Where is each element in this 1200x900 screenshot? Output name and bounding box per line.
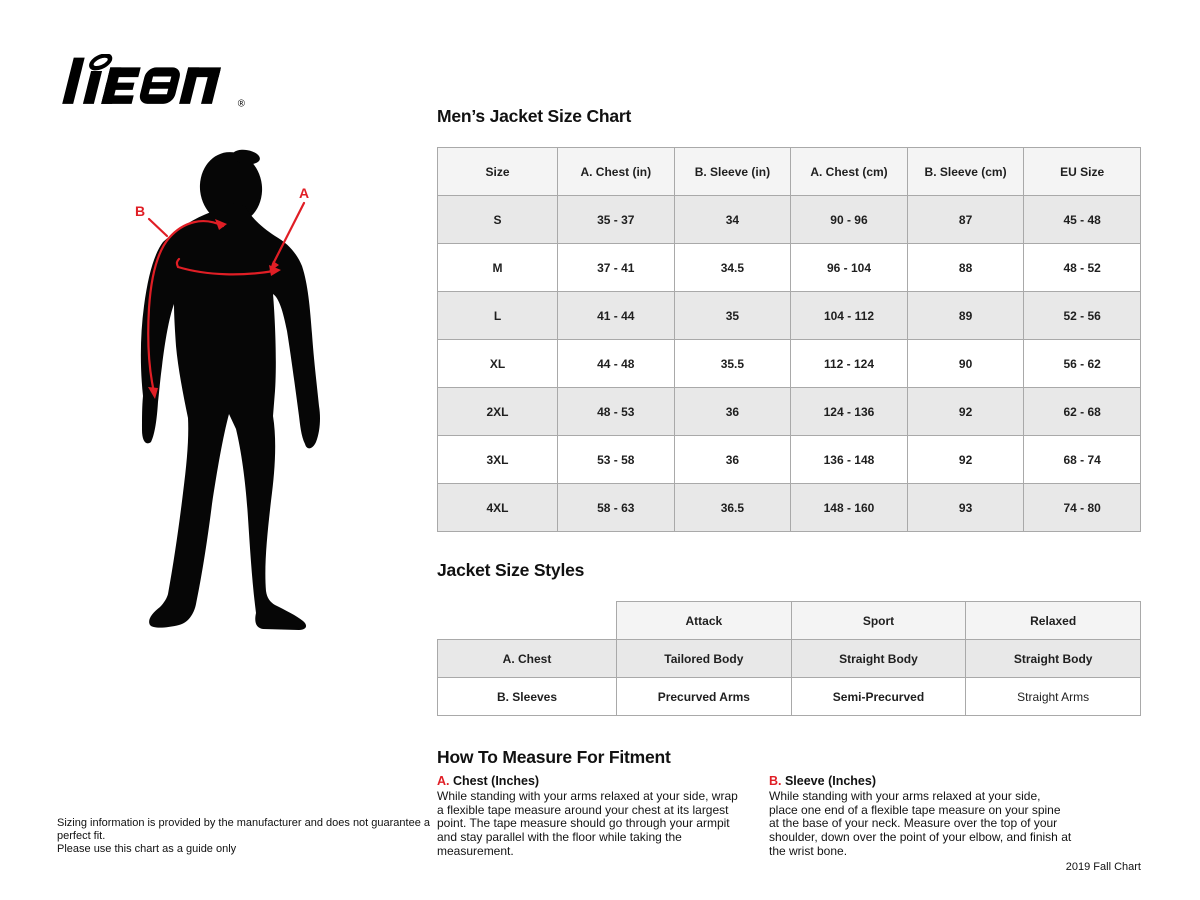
measure-chest-letter: A. — [437, 774, 450, 788]
table-cell: 36 — [674, 388, 791, 436]
table-cell: M — [438, 244, 558, 292]
column-header: Sport — [791, 602, 966, 640]
measure-sleeve-letter: B. — [769, 774, 782, 788]
table-cell: 44 - 48 — [558, 340, 675, 388]
table-cell: Straight Body — [966, 640, 1141, 678]
table-cell: 53 - 58 — [558, 436, 675, 484]
table-cell: 88 — [907, 244, 1024, 292]
table-header-row — [438, 602, 1141, 640]
registered-mark: ® — [237, 98, 245, 110]
size-chart-title: Men’s Jacket Size Chart — [437, 106, 632, 126]
table-cell: 92 — [907, 436, 1024, 484]
table-cell: 68 - 74 — [1024, 436, 1141, 484]
table-cell: 148 - 160 — [791, 484, 908, 532]
table-cell: Precurved Arms — [617, 678, 792, 716]
table-cell: 37 - 41 — [558, 244, 675, 292]
male-silhouette — [141, 148, 320, 630]
column-header: EU Size — [1024, 148, 1141, 196]
table-cell: 36.5 — [674, 484, 791, 532]
column-header: Size — [438, 148, 558, 196]
table-cell: 45 - 48 — [1024, 196, 1141, 244]
table-cell: 35 - 37 — [558, 196, 675, 244]
table-cell: 48 - 52 — [1024, 244, 1141, 292]
table-cell: 104 - 112 — [791, 292, 908, 340]
table-row — [438, 292, 1141, 340]
table-row — [438, 640, 1141, 678]
table-cell: 35.5 — [674, 340, 791, 388]
table-cell: A. Chest — [438, 640, 617, 678]
measure-chest-section — [437, 774, 740, 859]
table-row — [438, 484, 1141, 532]
table-row — [438, 436, 1141, 484]
table-cell: 112 - 124 — [791, 340, 908, 388]
measure-chest-heading — [437, 774, 740, 789]
measure-sleeve-body: While standing with your arms relaxed at your side, place one end of a flexible tape measure on your spine at the base of your neck. Measure over the top of your shoulder, down over the point of your elbow, and finish at the wrist bone. — [769, 789, 1072, 858]
measure-sleeve-heading-text: Sleeve (Inches) — [781, 774, 876, 788]
column-header — [438, 602, 617, 640]
size-chart-header — [438, 148, 1141, 196]
table-cell: 41 - 44 — [558, 292, 675, 340]
table-row — [438, 678, 1141, 716]
table-cell: S — [438, 196, 558, 244]
disclaimer-line-2: Please use this chart as a guide only — [57, 843, 237, 855]
column-header: A. Chest (cm) — [791, 148, 908, 196]
measure-sleeve-heading — [769, 774, 1072, 789]
table-cell: Tailored Body — [617, 640, 792, 678]
table-cell: 56 - 62 — [1024, 340, 1141, 388]
table-cell: XL — [438, 340, 558, 388]
measure-sleeve-section — [769, 774, 1072, 859]
table-cell: B. Sleeves — [438, 678, 617, 716]
column-header: Relaxed — [966, 602, 1141, 640]
table-row — [438, 244, 1141, 292]
table-cell: 87 — [907, 196, 1024, 244]
table-header-row — [438, 148, 1141, 196]
column-header: A. Chest (in) — [558, 148, 675, 196]
table-cell: 52 - 56 — [1024, 292, 1141, 340]
table-cell: 35 — [674, 292, 791, 340]
table-cell: Straight Arms — [966, 678, 1141, 716]
disclaimer-line-1: Sizing information is provided by the manufacturer and does not guarantee a perfect fit. — [57, 817, 431, 842]
icon-logo-letters — [62, 54, 224, 104]
table-cell: 58 - 63 — [558, 484, 675, 532]
measure-chest-heading-text: Chest (Inches) — [449, 774, 540, 788]
column-header: B. Sleeve (in) — [674, 148, 791, 196]
label-b-leader-line — [149, 219, 167, 236]
body-measurement-figure — [123, 146, 333, 634]
table-cell: 34.5 — [674, 244, 791, 292]
table-cell: Semi-Precurved — [791, 678, 966, 716]
table-cell: 93 — [907, 484, 1024, 532]
table-cell: L — [438, 292, 558, 340]
table-cell: 62 - 68 — [1024, 388, 1141, 436]
table-cell: 92 — [907, 388, 1024, 436]
table-cell: 96 - 104 — [791, 244, 908, 292]
table-cell: 3XL — [438, 436, 558, 484]
column-header: Attack — [617, 602, 792, 640]
table-cell: 48 - 53 — [558, 388, 675, 436]
chest-label: A — [299, 185, 310, 201]
table-cell: 89 — [907, 292, 1024, 340]
icon-logo — [57, 54, 253, 110]
chart-version: 2019 Fall Chart — [1065, 861, 1141, 873]
table-row — [438, 388, 1141, 436]
table-cell: 136 - 148 — [791, 436, 908, 484]
table-cell: 2XL — [438, 388, 558, 436]
table-cell: 90 — [907, 340, 1024, 388]
table-cell: 124 - 136 — [791, 388, 908, 436]
sleeve-label: B — [135, 203, 146, 219]
style-chart-header — [438, 602, 1141, 640]
table-cell: 34 — [674, 196, 791, 244]
style-chart-title: Jacket Size Styles — [437, 560, 585, 580]
table-cell: 36 — [674, 436, 791, 484]
table-cell: 74 - 80 — [1024, 484, 1141, 532]
column-header: B. Sleeve (cm) — [907, 148, 1024, 196]
sizing-disclaimer — [57, 817, 437, 856]
table-row — [438, 196, 1141, 244]
table-cell: 90 - 96 — [791, 196, 908, 244]
table-cell: Straight Body — [791, 640, 966, 678]
measure-title: How To Measure For Fitment — [437, 747, 671, 767]
size-chart-body — [438, 196, 1141, 532]
style-chart-body — [438, 640, 1141, 716]
style-chart-table — [437, 601, 1141, 716]
measure-chest-body: While standing with your arms relaxed at your side, wrap a flexible tape measure around your chest at its largest point. The tape measure should go through your armpit and stay parallel with the floor while taking the measurement. — [437, 789, 738, 858]
table-row — [438, 340, 1141, 388]
size-chart-table — [437, 147, 1141, 532]
table-cell: 4XL — [438, 484, 558, 532]
